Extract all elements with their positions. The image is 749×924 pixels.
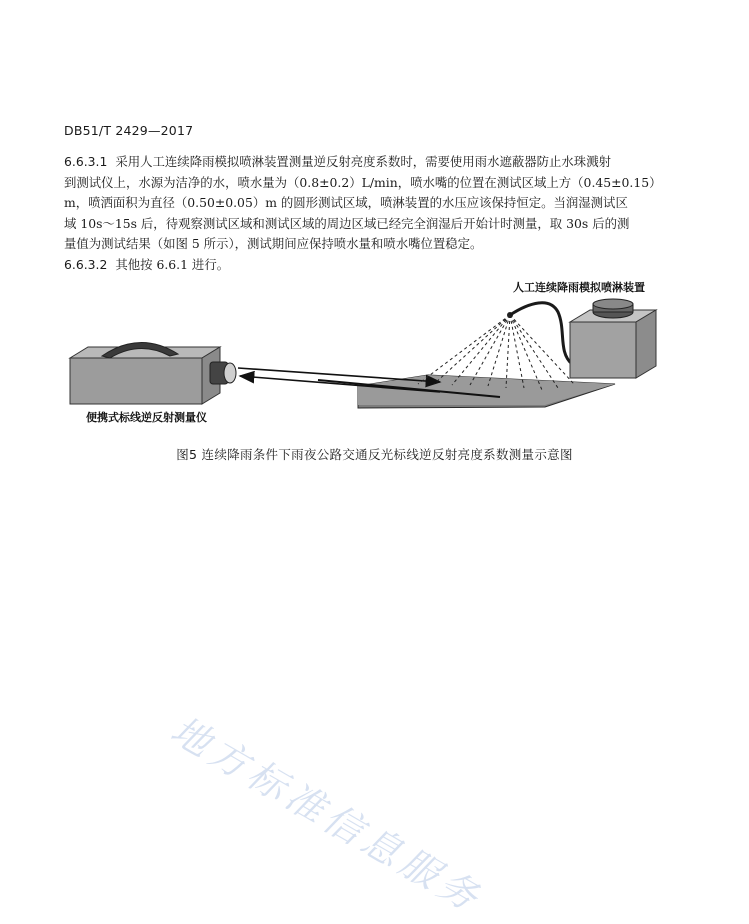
clause-line: 域 10s～15s 后，待观察测试区域和测试区域的周边区域已经完全润湿后开始计时测量，取 30s 后的测 bbox=[64, 215, 630, 231]
figure-caption: 图5 连续降雨条件下雨夜公路交通反光标线逆反射亮度系数测量示意图 bbox=[176, 447, 573, 462]
clause-line: 采用人工连续降雨模拟喷淋装置测量逆反射亮度系数时，需要使用雨水遮蔽器防止水珠溅射 bbox=[115, 154, 611, 169]
clause-line: m，喷洒面积为直径（0.50±0.05）m 的圆形测试区域，喷淋装置的水压应该保持恒定。当润湿测试区 bbox=[64, 195, 628, 210]
clause-line: 到测试仪上，水源为洁净的水，喷水量为（0.8±0.2）L/min，喷水嘴的位置在测试区域上方（0.45±0.15） bbox=[64, 174, 662, 190]
water-tank-cap bbox=[593, 299, 633, 309]
water-supply-unit bbox=[570, 299, 656, 378]
portable-instrument bbox=[70, 342, 236, 404]
clause-number: 6.6.3.1 bbox=[64, 154, 108, 169]
clause-line: 其他按 6.6.1 进行。 bbox=[115, 256, 230, 272]
watermark: 地方标准信息服务 bbox=[163, 707, 491, 922]
clause-number: 6.6.3.2 bbox=[64, 256, 108, 272]
figure-5-diagram bbox=[60, 272, 680, 432]
document-code: DB51/T 2429—2017 bbox=[64, 123, 194, 138]
lens-icon bbox=[224, 363, 236, 383]
emitted-light-arrow bbox=[238, 368, 440, 382]
body-text bbox=[64, 152, 704, 275]
instrument-label: 便携式标线逆反射测量仪 bbox=[86, 411, 207, 424]
measurement-diagram bbox=[60, 272, 680, 432]
clause-line: 量值为测试结果（如图 5 所示），测试期间应保持喷水量和喷水嘴位置稳定。 bbox=[64, 236, 483, 251]
clause-6-6-3-1 bbox=[64, 152, 704, 255]
sprayer-label: 人工连续降雨模拟喷淋装置 bbox=[513, 281, 645, 294]
